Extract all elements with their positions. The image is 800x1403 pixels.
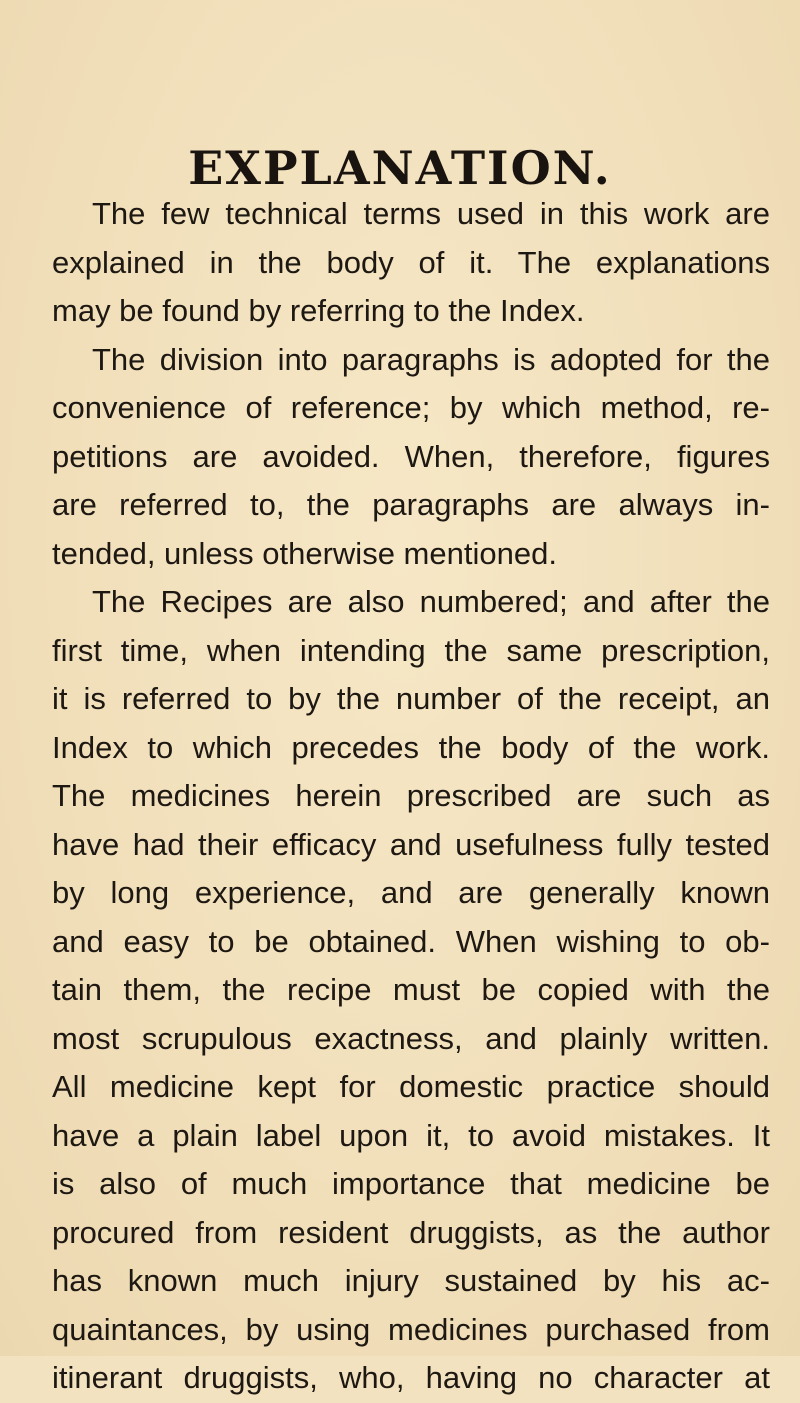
text-line: procured from resident druggists, as the author	[52, 1214, 770, 1250]
text-line: have had their efficacy and usefulness fully tested	[52, 826, 770, 862]
text-line: All medicine kept for domestic practice should	[52, 1069, 770, 1104]
text-line: it is referred to by the number of the receipt, an	[52, 681, 770, 716]
text-line: The division into paragraphs is adopted for the	[92, 341, 770, 377]
text-line: The medicines herein prescribed are such as	[52, 778, 770, 813]
text-line: are referred to, the paragraphs are always in-	[52, 487, 770, 522]
text-line: is also of much importance that medicine be	[52, 1166, 770, 1201]
text-line: explained in the body of it. The explanations	[52, 244, 770, 280]
text-line: by long experience, and are generally known	[52, 875, 770, 910]
text-line: and easy to be obtained. When wishing to ob-	[52, 923, 770, 959]
text-line: tended, unless otherwise mentioned.	[52, 535, 557, 571]
text-line: convenience of reference; by which method, re-	[52, 390, 770, 425]
text-line: itinerant druggists, who, having no character at	[52, 1360, 770, 1395]
text-line: first time, when intending the same prescription,	[52, 632, 770, 668]
page-heading: EXPLANATION.	[188, 141, 612, 195]
text-line: has known much injury sustained by his ac-	[52, 1263, 770, 1298]
text-line: The few technical terms used in this work are	[92, 196, 770, 231]
text-line: Index to which precedes the body of the work.	[52, 729, 770, 765]
text-line: The Recipes are also numbered; and after the	[92, 584, 770, 619]
text-line: quaintances, by using medicines purchased from	[52, 1311, 770, 1347]
text-line: most scrupulous exactness, and plainly written.	[52, 1020, 770, 1056]
text-line: may be found by referring to the Index.	[52, 293, 585, 328]
text-line: tain them, the recipe must be copied with the	[52, 972, 770, 1007]
body-text	[52, 190, 770, 1403]
text-line: have a plain label upon it, to avoid mistakes. It	[52, 1117, 770, 1153]
text-line: petitions are avoided. When, therefore, figures	[52, 438, 770, 474]
